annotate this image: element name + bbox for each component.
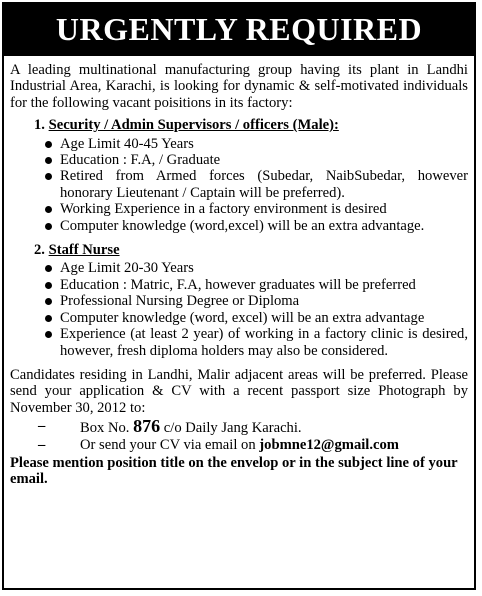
list-item-text: Retired from Armed forces (Subedar, NaibSubedar, however honorary Lieutenant / Captain will be preferred). — [60, 168, 468, 201]
bullet-icon — [45, 298, 52, 305]
bullet-icon — [45, 206, 52, 213]
list-item-text: Computer knowledge (word,excel) will be an extra advantage. — [60, 217, 425, 234]
contact-box-line — [10, 418, 468, 436]
section-title: Security / Admin Supervisors / officers (Male): — [48, 117, 339, 134]
application-instructions: Candidates residing in Landhi, Malir adjacent areas will be preferred. Please send your application & CV with a recent passport size Photograph by November 30, 2012 to: — [10, 366, 468, 416]
list-item-text: Education : F.A, / Graduate — [60, 152, 221, 169]
ad-headline: URGENTLY REQUIRED — [4, 4, 474, 56]
list-item-text: Professional Nursing Degree or Diploma — [60, 293, 300, 310]
bullet-icon — [45, 331, 52, 338]
dash-icon: – — [38, 418, 46, 435]
list-item — [44, 260, 468, 276]
list-item-text: Education : Matric, F.A, however graduates will be preferred — [60, 276, 416, 293]
bullet-icon — [45, 282, 52, 289]
bullet-icon — [45, 223, 52, 230]
bullet-icon — [45, 265, 52, 272]
email-address[interactable]: jobmne12@gmail.com — [259, 436, 399, 453]
dash-icon: – — [38, 436, 46, 453]
staff-nurse-requirements-list — [10, 260, 468, 358]
list-item — [44, 326, 468, 359]
list-item — [44, 201, 468, 217]
bullet-icon — [45, 157, 52, 164]
box-suffix: c/o Daily Jang Karachi. — [163, 420, 302, 437]
box-prefix: Box No. — [80, 420, 130, 437]
section-heading-security — [34, 117, 468, 133]
section-heading-staff-nurse — [34, 242, 468, 258]
intro-paragraph: A leading multinational manufacturing group having its plant in Landhi Industrial Area, Karachi, is looking for dynamic & self-motivated individuals for the following vacant poisitions in its factory: — [10, 62, 468, 111]
list-item — [44, 218, 468, 234]
list-item — [44, 310, 468, 326]
section-title: Staff Nurse — [48, 242, 120, 259]
list-item-text: Experience (at least 2 year) of working in a factory clinic is desired, however, fresh diploma holders may also be considered. — [60, 326, 468, 359]
security-requirements-list — [10, 136, 468, 234]
contact-email-line — [10, 437, 468, 453]
bullet-icon — [45, 315, 52, 322]
ad-body — [4, 56, 474, 488]
list-item — [44, 136, 468, 152]
list-item — [44, 293, 468, 309]
footer-note: Please mention position title on the envelop or in the subject line of your email. — [10, 454, 458, 488]
list-item-text: Age Limit 20-30 Years — [60, 260, 194, 277]
list-item — [44, 168, 468, 201]
bullet-icon — [45, 173, 52, 180]
list-item-text: Working Experience in a factory environment is desired — [60, 201, 387, 218]
list-item — [44, 152, 468, 168]
list-item-text: Computer knowledge (word, excel) will be an extra advantage — [60, 309, 425, 326]
section-number: 1. — [34, 117, 45, 134]
list-item-text: Age Limit 40-45 Years — [60, 135, 194, 152]
section-number: 2. — [34, 242, 45, 259]
email-prefix: Or send your CV via email on — [80, 436, 256, 453]
bullet-icon — [45, 141, 52, 148]
box-number: 876 — [133, 416, 161, 437]
advertisement-frame — [2, 2, 476, 590]
list-item — [44, 277, 468, 293]
